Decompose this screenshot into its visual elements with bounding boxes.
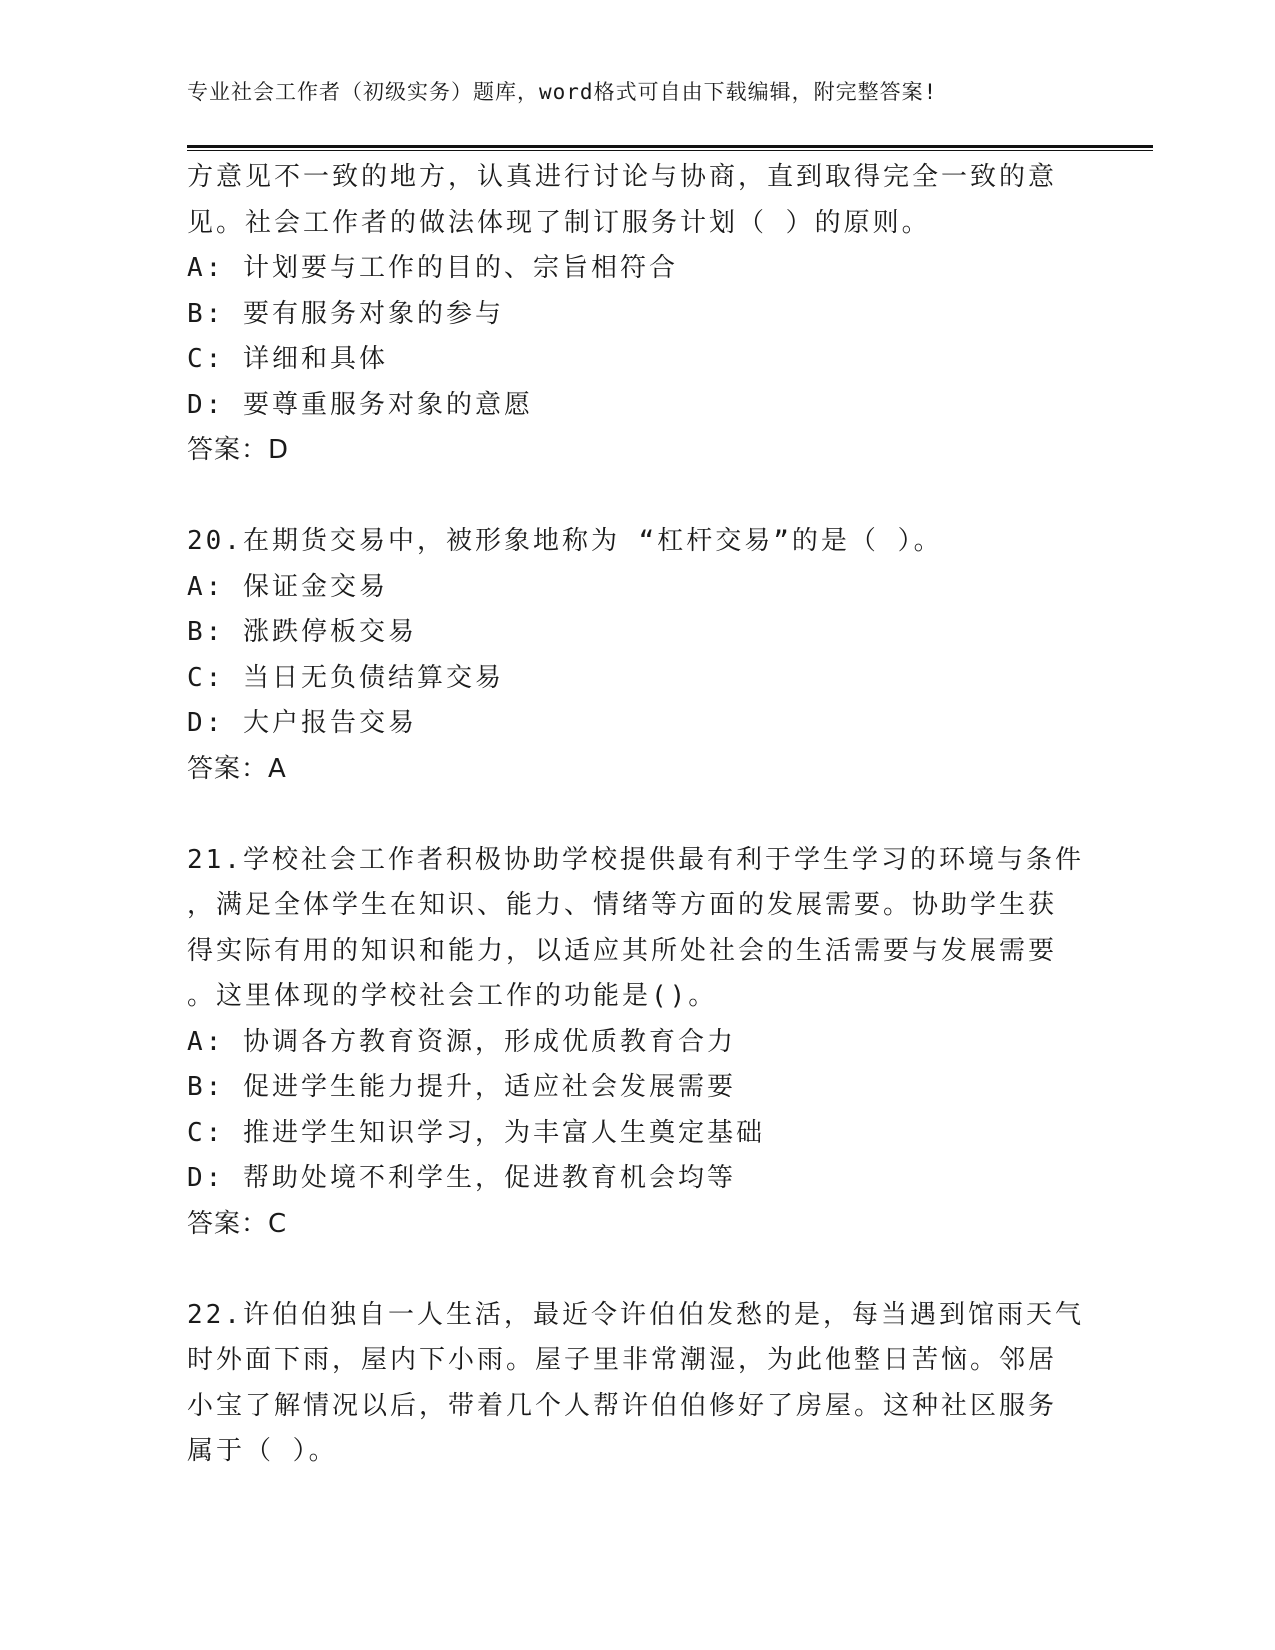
question-text-line: 得实际有用的知识和能力，以适应其所处社会的生活需要与发展需要 <box>187 935 1058 966</box>
question-text-line: 22.许伯伯独自一人生活，最近令许伯伯发愁的是，每当遇到馆雨天气 <box>187 1299 1084 1330</box>
question-content <box>187 155 1087 1475</box>
question-text-line: 方意见不一致的地方，认真进行讨论与协商，直到取得完全一致的意 <box>187 162 1058 192</box>
question-text-line: ，满足全体学生在知识、能力、情绪等方面的发展需要。协助学生获 <box>187 890 1058 920</box>
question-text-line: 时外面下雨，屋内下小雨。屋子里非常潮湿，为此他整日苦恼。邻居 <box>187 1345 1058 1375</box>
spacer <box>187 1247 1087 1293</box>
option-c: C: 当日无负债结算交易 <box>187 662 504 693</box>
answer-line: 答案：C <box>187 1208 288 1239</box>
spacer <box>187 474 1087 520</box>
question-text-line: 小宝了解情况以后，带着几个人帮许伯伯修好了房屋。这种社区服务 <box>187 1390 1058 1421</box>
question-text-line: 21.学校社会工作者积极协助学校提供最有利于学生学习的环境与条件 <box>187 844 1084 875</box>
question-block <box>187 1293 1087 1475</box>
question-text-line: 20.在期货交易中，被形象地称为 “杠杆交易”的是（ ）。 <box>187 526 943 556</box>
question-block <box>187 838 1087 1248</box>
option-b: B: 促进学生能力提升，适应社会发展需要 <box>187 1072 736 1102</box>
question-text-line: 属于（ ）。 <box>187 1436 338 1466</box>
option-d: D: 要尊重服务对象的意愿 <box>187 389 533 420</box>
answer-line: 答案：A <box>187 753 287 784</box>
option-a: A: 计划要与工作的目的、宗旨相符合 <box>187 253 678 283</box>
option-d: D: 帮助处境不利学生，促进教育机会均等 <box>187 1163 736 1193</box>
header-rule-thick <box>187 145 1153 148</box>
spacer <box>187 792 1087 838</box>
question-text-line: 。这里体现的学校社会工作的功能是()。 <box>187 981 718 1011</box>
header-rule <box>187 145 1153 152</box>
option-d: D: 大户报告交易 <box>187 708 417 738</box>
page-header: 专业社会工作者（初级实务）题库，word格式可自由下载编辑，附完整答案! <box>187 80 938 104</box>
option-a: A: 协调各方教育资源，形成优质教育合力 <box>187 1026 736 1057</box>
option-c: C: 推进学生知识学习，为丰富人生奠定基础 <box>187 1117 765 1148</box>
header-rule-thin <box>187 150 1153 151</box>
question-block <box>187 155 1087 474</box>
question-block <box>187 519 1087 792</box>
question-text-line: 见。社会工作者的做法体现了制订服务计划（ ）的原则。 <box>187 207 931 238</box>
answer-line: 答案：D <box>187 435 290 465</box>
option-b: B: 要有服务对象的参与 <box>187 298 504 329</box>
option-c: C: 详细和具体 <box>187 344 388 374</box>
option-a: A: 保证金交易 <box>187 571 388 602</box>
option-b: B: 涨跌停板交易 <box>187 617 417 647</box>
